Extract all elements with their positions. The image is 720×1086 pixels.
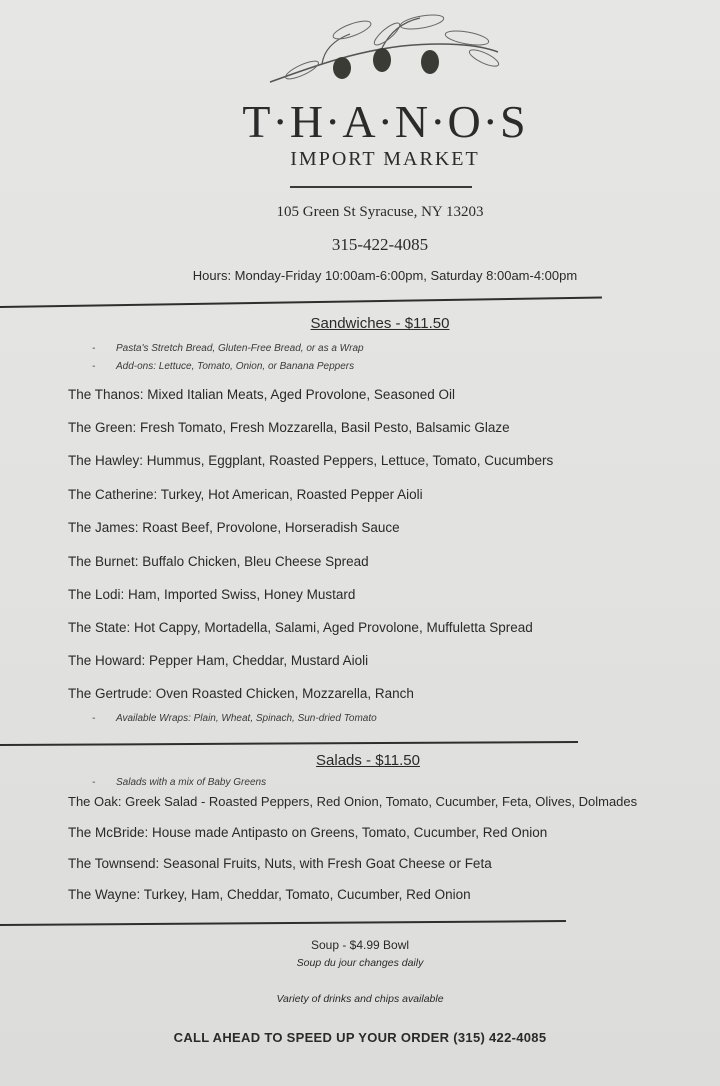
menu-item: The Lodi: Ham, Imported Swiss, Honey Mustard <box>68 587 356 602</box>
store-address: 105 Green St Syracuse, NY 13203 <box>276 204 484 220</box>
menu-item: The Howard: Pepper Ham, Cheddar, Mustard Aioli <box>68 653 369 668</box>
menu-item: The Oak: Greek Salad - Roasted Peppers, Red Onion, Tomato, Cucumber, Feta, Olives, Dolmades <box>68 794 638 809</box>
menu-item: The Green: Fresh Tomato, Fresh Mozzarella, Basil Pesto, Balsamic Glaze <box>68 420 510 435</box>
soup-subtitle: Soup du jour changes daily <box>296 957 424 969</box>
brand-name: T·H·A·N·O·S <box>242 96 528 147</box>
soup-title: Soup - $4.99 Bowl <box>310 938 410 952</box>
salad-note: - Salads with a mix of Baby Greens <box>92 777 267 788</box>
menu-item: The Gertrude: Oven Roasted Chicken, Mozzarella, Ranch <box>68 686 414 701</box>
section-divider <box>0 920 566 925</box>
section-divider <box>0 741 578 746</box>
menu-item: The State: Hot Cappy, Mortadella, Salami, Aged Provolone, Muffuletta Spread <box>68 620 533 635</box>
menu-item: The Wayne: Turkey, Ham, Cheddar, Tomato, Cucumber, Red Onion <box>68 887 471 902</box>
menu-item: The McBride: House made Antipasto on Greens, Tomato, Cucumber, Red Onion <box>68 825 548 840</box>
header-divider <box>290 186 472 188</box>
olive-branch-icon <box>262 12 502 92</box>
menu-item: The Hawley: Hummus, Eggplant, Roasted Peppers, Lettuce, Tomato, Cucumbers <box>68 453 554 468</box>
menu-item: The Townsend: Seasonal Fruits, Nuts, with Fresh Goat Cheese or Feta <box>68 856 492 871</box>
store-hours: Hours: Monday-Friday 10:00am-6:00pm, Saturday 8:00am-4:00pm <box>192 268 578 283</box>
sandwich-note: - Add-ons: Lettuce, Tomato, Onion, or Banana Peppers <box>92 361 355 372</box>
sandwiches-title: Sandwiches - $11.50 <box>310 315 450 332</box>
store-phone: 315-422-4085 <box>331 235 429 254</box>
sandwich-note: - Pasta's Stretch Bread, Gluten-Free Bread, or as a Wrap <box>92 343 364 354</box>
brand-subtitle: IMPORT MARKET <box>290 148 480 170</box>
call-ahead-line: CALL AHEAD TO SPEED UP YOUR ORDER (315) 422-4085 <box>173 1030 547 1045</box>
section-divider <box>0 297 602 308</box>
drinks-note: Variety of drinks and chips available <box>276 993 444 1005</box>
menu-item: The Thanos: Mixed Italian Meats, Aged Provolone, Seasoned Oil <box>68 387 455 402</box>
wraps-note: - Available Wraps: Plain, Wheat, Spinach, Sun-dried Tomato <box>92 713 377 724</box>
menu-item: The Burnet: Buffalo Chicken, Bleu Cheese Spread <box>68 554 369 569</box>
salads-title: Salads - $11.50 <box>316 752 420 769</box>
menu-item: The Catherine: Turkey, Hot American, Roasted Pepper Aioli <box>68 487 423 502</box>
menu-item: The James: Roast Beef, Provolone, Horseradish Sauce <box>68 520 400 535</box>
